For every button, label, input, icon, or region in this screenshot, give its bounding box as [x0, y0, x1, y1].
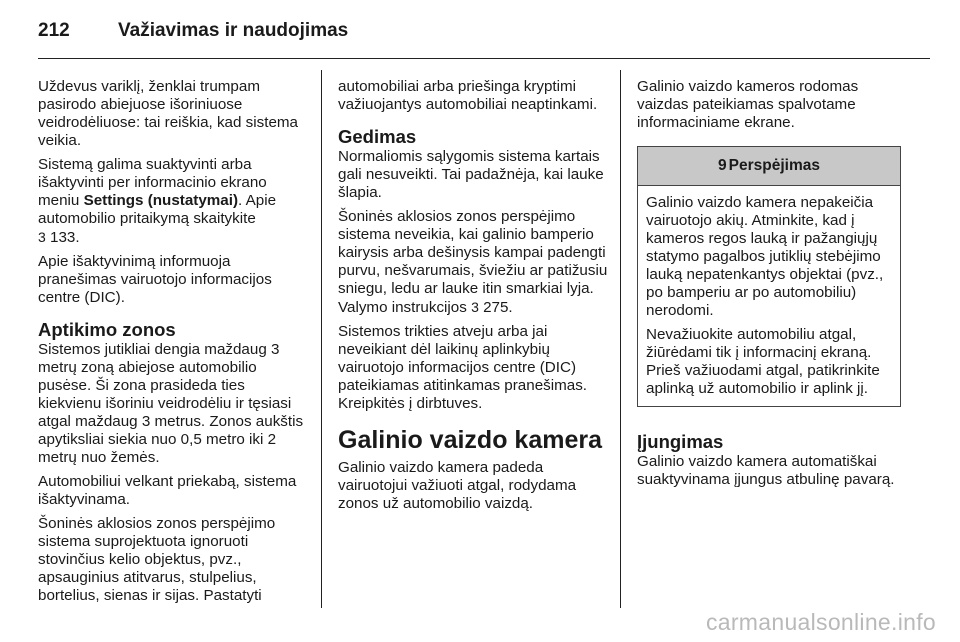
paragraph: automobiliai arba priešinga kryptimi važiuojantys automobiliai neaptinkami.: [338, 78, 598, 113]
header-divider: [38, 58, 930, 59]
page-ref[interactable]: 133.: [45, 229, 80, 246]
watermark: carmanualsonline.info: [705, 609, 936, 635]
column-2: [338, 78, 610, 519]
paragraph: Šoninės aklosios zonos perspėjimo sistema suprojektuota ignoruoti stovinčius kelio objektus, pvz., apsauginius atitvarus, stulpelius, bortelius, sienas ir sijas. Pastatyti: [38, 515, 276, 604]
warning-header: [638, 147, 900, 186]
text: Sistemą galima suaktyvinti arba išaktyvinti per informacinio ekrano meniu: [38, 156, 267, 209]
menu-name: Settings (nustatymai): [83, 192, 239, 209]
warning-title: Perspėjimas: [728, 157, 820, 174]
paragraph: Automobiliui velkant priekabą, sistema išaktyvinama.: [38, 473, 297, 508]
paragraph: Galinio vaizdo kamera padeda vairuotojui važiuoti atgal, rodydama zonos už automobilio vaizdą.: [338, 459, 577, 512]
paragraph: Apie išaktyvinimą informuoja pranešimas vairuotojo informacijos centre (DIC).: [38, 253, 272, 306]
column-3: [637, 78, 907, 495]
column-1: [38, 78, 310, 611]
warning-box: [637, 146, 901, 407]
chapter-heading: Galinio vaizdo kamera: [338, 426, 602, 454]
paragraph: Galinio vaizdo kameros rodomas vaizdas pateikiamas spalvotame informaciniame ekrane.: [637, 78, 859, 131]
column-divider: [620, 70, 621, 608]
page-ref[interactable]: 275.: [478, 299, 513, 316]
section-heading: Aptikimo zonos: [38, 319, 176, 340]
paragraph: Nevažiuokite automobiliu atgal, žiūrėdami tik į informacinį ekraną. Prieš važiuodami atgal, patikrinkite aplinką už automobilio ir aplink jį.: [646, 326, 880, 397]
paragraph: Uždevus variklį, ženklai trumpam pasirodo abiejuose išoriniuose veidrodėliuose: tai reiškia, kad sistema veikia.: [38, 78, 298, 149]
warning-icon: 9: [718, 157, 727, 174]
page-header: [38, 20, 348, 48]
paragraph: Galinio vaizdo kamera nepakeičia vairuotojo akių. Atminkite, kad į kameros regos lauką ir pažangiųjų statymo pagalbos jutiklių stebėjimo lauką nepatenkantys objektai (pvz., po bamperiu ar po automobiliu) nerodomi.: [646, 194, 884, 319]
page-number: 212: [38, 20, 70, 41]
paragraph: Normaliomis sąlygomis sistema kartais gali nesuveikti. Tai padažnėja, kai lauke šlapia.: [338, 148, 604, 201]
section-heading: Įjungimas: [637, 431, 724, 452]
column-divider: [321, 70, 322, 608]
paragraph: [38, 156, 310, 247]
text: Šoninės aklosios zonos perspėjimo sistema neveikia, kai galinio bamperio kairysis arba dešinysis kampai padengti purvu, nešvarumais, šviežiu ar patižusiu sniegu, ledu ar lauke itin smarkiai lyja. Valymo instrukcijos: [338, 208, 608, 316]
warning-body: [638, 186, 900, 406]
paragraph: Galinio vaizdo kamera automatiškai suaktyvinama įjungus atbulinę pavarą.: [637, 453, 895, 488]
paragraph: [338, 208, 610, 317]
paragraph: Sistemos jutikliai dengia maždaug 3 metrų zoną abiejose automobilio pusėse. Ši zona prasideda ties kiekvienu išoriniu veidrodėliu ir tęsiasi atgal maždaug 3 metrus. Zonos aukštis apytiksliai siekia nuo 0,5 metro iki 2 metrų nuo žemės.: [38, 341, 304, 466]
page-ref-icon: 3: [471, 299, 479, 315]
paragraph: Sistemos trikties atveju arba jai neveikiant dėl laikinų aplinkybių vairuotojo informacijos centre (DIC) pateikiamas atitinkamas pranešimas. Kreipkitės į dirbtuves.: [338, 323, 588, 412]
page-title: Važiavimas ir naudojimas: [118, 20, 349, 41]
text: . Apie automobilio pritaikymą skaitykite: [38, 192, 277, 227]
page-ref-icon: 3: [38, 229, 46, 245]
section-heading: Gedimas: [338, 126, 417, 147]
